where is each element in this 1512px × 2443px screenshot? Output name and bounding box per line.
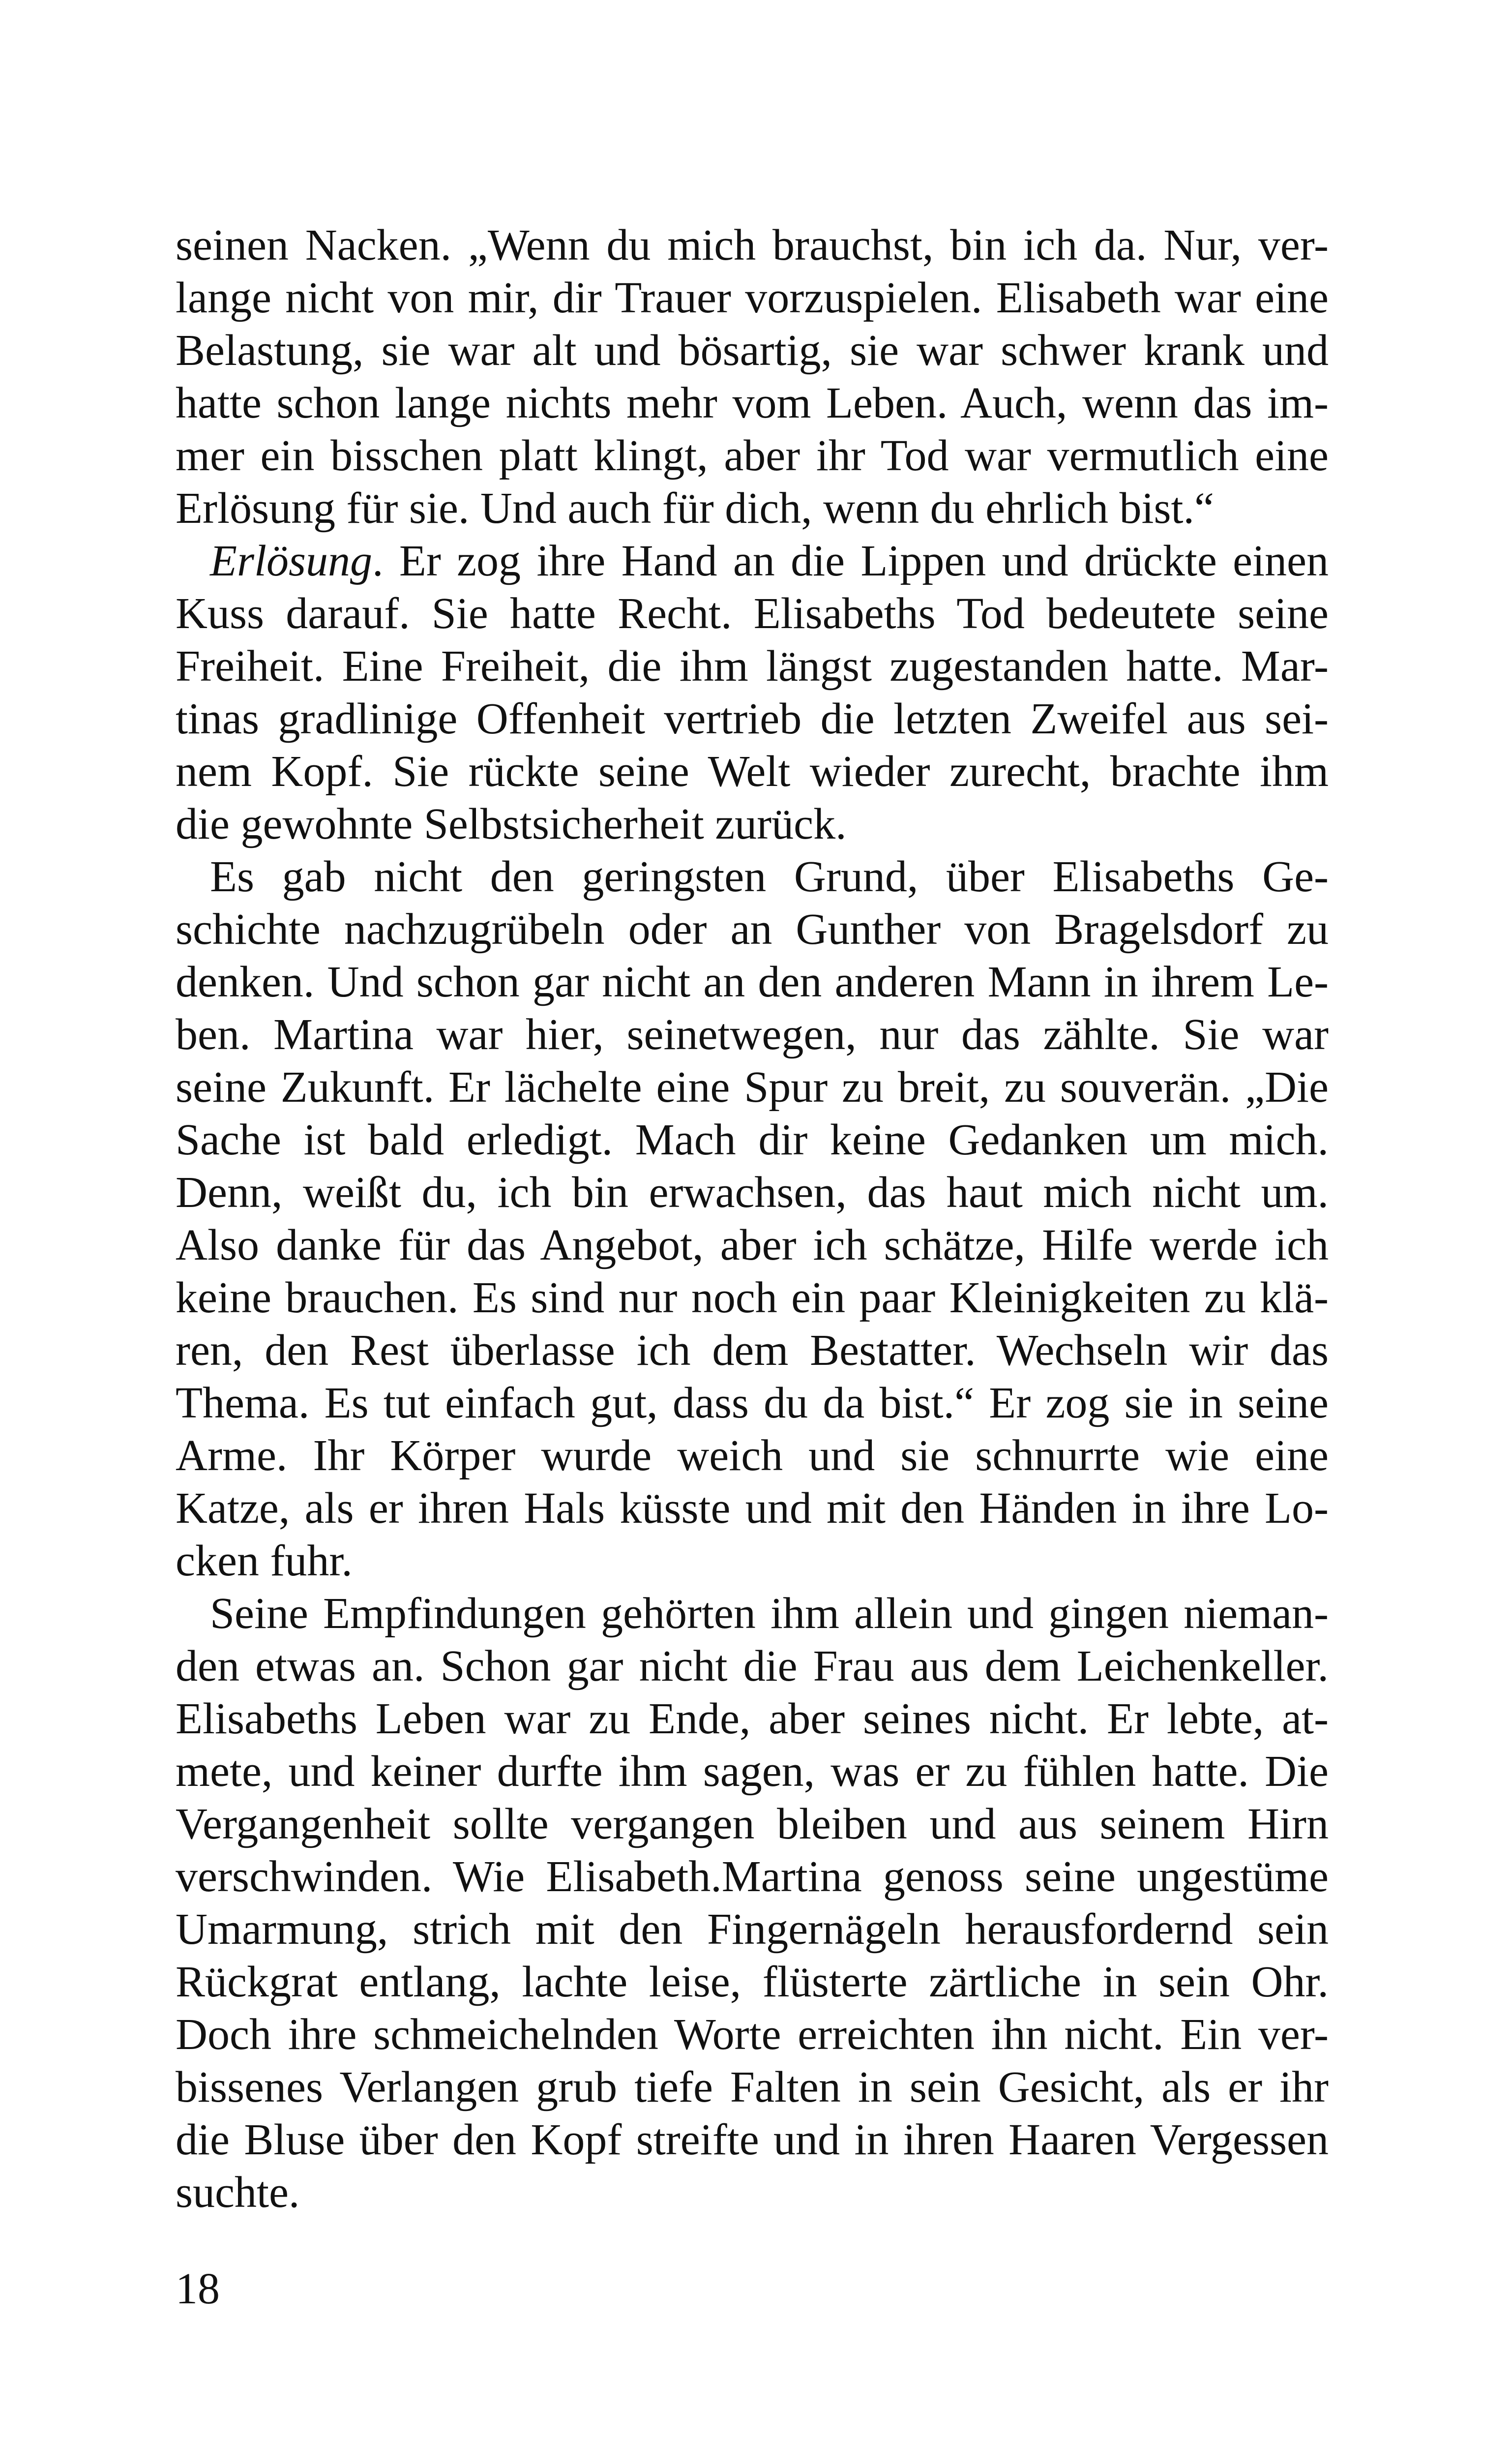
text-line (176, 1640, 1329, 1692)
line-text: mer ein bisschen platt klingt, aber ihr Tod war vermutlich eine (176, 431, 1329, 480)
text-line (176, 1535, 1329, 1587)
text-line (176, 271, 1329, 324)
text-line (176, 2061, 1329, 2113)
text-line (176, 1745, 1329, 1798)
text-line (176, 535, 1329, 587)
text-line (176, 1850, 1329, 1903)
text-line (176, 1482, 1329, 1535)
text-line (176, 1166, 1329, 1219)
line-text: keine brauchen. Es sind nur noch ein paar Kleinigkeiten zu klä- (176, 1273, 1329, 1322)
line-text: Katze, als er ihren Hals küsste und mit den Händen in ihre Lo- (176, 1484, 1329, 1533)
text-line (176, 1956, 1329, 2008)
line-text: Es gab nicht den geringsten Grund, über Elisabeths Ge- (210, 852, 1329, 901)
text-line (176, 482, 1329, 535)
text-line (176, 1219, 1329, 1271)
line-text: Rückgrat entlang, lachte leise, flüsterte zärtliche in sein Ohr. (176, 1958, 1329, 2006)
line-text: Doch ihre schmeichelnden Worte erreichten ihn nicht. Ein ver- (176, 2010, 1329, 2059)
line-text: den etwas an. Schon gar nicht die Frau aus dem Leichenkeller. (176, 1642, 1329, 1690)
line-text: Umarmung, strich mit den Fingernägeln herausfordernd sein (176, 1905, 1329, 1954)
text-line (176, 1429, 1329, 1482)
line-text: Arme. Ihr Körper wurde weich und sie schnurrte wie eine (176, 1431, 1329, 1480)
text-line (176, 587, 1329, 640)
line-text: Seine Empfindungen gehörten ihm allein und gingen nieman- (210, 1589, 1329, 1638)
body-text (176, 219, 1329, 2219)
text-line (176, 745, 1329, 798)
line-text: Erlösung für sie. Und auch für dich, wenn du ehrlich bist.“ (176, 484, 1214, 533)
text-line (176, 1008, 1329, 1061)
text-line (176, 219, 1329, 271)
line-text: Elisabeths Leben war zu Ende, aber seines nicht. Er lebte, at- (176, 1694, 1329, 1743)
emphasized-word: Erlösung (210, 537, 373, 585)
text-line (176, 903, 1329, 956)
text-line (176, 377, 1329, 429)
text-line (176, 1692, 1329, 1745)
text-line (176, 2113, 1329, 2166)
line-text: schichte nachzugrübeln oder an Gunther von Bragelsdorf zu (176, 905, 1329, 954)
text-line (176, 429, 1329, 482)
line-text: Freiheit. Eine Freiheit, die ihm längst zugestanden hatte. Mar- (176, 642, 1329, 691)
line-text: Also danke für das Angebot, aber ich schätze, Hilfe werde ich (176, 1221, 1329, 1269)
line-text: die Bluse über den Kopf streifte und in ihren Haaren Vergessen (176, 2115, 1329, 2164)
line-text: ben. Martina war hier, seinetwegen, nur das zählte. Sie war (176, 1010, 1329, 1059)
line-text: Denn, weißt du, ich bin erwachsen, das haut mich nicht um. (176, 1168, 1329, 1217)
text-line (176, 2008, 1329, 2061)
line-text: die gewohnte Selbstsicherheit zurück. (176, 800, 847, 848)
line-text: mete, und keiner durfte ihm sagen, was er zu fühlen hatte. Die (176, 1747, 1329, 1796)
text-line (176, 640, 1329, 693)
text-line (176, 1114, 1329, 1166)
text-line (176, 956, 1329, 1008)
text-line (176, 1903, 1329, 1956)
line-text: seine Zukunft. Er lächelte eine Spur zu breit, zu souverän. „Die (176, 1063, 1329, 1112)
line-text: nem Kopf. Sie rückte seine Welt wieder zurecht, brachte ihm (176, 747, 1329, 796)
line-text: Vergangenheit sollte vergangen bleiben und aus seinem Hirn (176, 1800, 1329, 1848)
text-line (176, 1271, 1329, 1324)
line-text: tinas gradlinige Offenheit vertrieb die letzten Zweifel aus sei- (176, 694, 1329, 743)
text-line (176, 1377, 1329, 1429)
text-line (176, 324, 1329, 377)
line-text: bissenes Verlangen grub tiefe Falten in sein Gesicht, als er ihr (176, 2063, 1329, 2111)
text-line (176, 1324, 1329, 1377)
page-number: 18 (176, 2264, 220, 2313)
line-text: hatte schon lange nichts mehr vom Leben. Auch, wenn das im- (176, 379, 1329, 427)
line-text: Belastung, sie war alt und bösartig, sie war schwer krank und (176, 326, 1329, 375)
line-text: . Er zog ihre Hand an die Lippen und drückte einen (372, 537, 1329, 585)
text-line (176, 2166, 1329, 2219)
line-text: Thema. Es tut einfach gut, dass du da bist.“ Er zog sie in seine (176, 1379, 1329, 1427)
line-text: verschwinden. Wie Elisabeth.Martina genoss seine ungestüme (176, 1852, 1329, 1901)
line-text: suchte. (176, 2168, 300, 2217)
line-text: lange nicht von mir, dir Trauer vorzuspielen. Elisabeth war eine (176, 273, 1329, 322)
text-line (176, 850, 1329, 903)
text-line (176, 693, 1329, 745)
text-line (176, 1587, 1329, 1640)
text-line (176, 1061, 1329, 1114)
line-text: denken. Und schon gar nicht an den anderen Mann in ihrem Le- (176, 958, 1329, 1006)
line-text: seinen Nacken. „Wenn du mich brauchst, bin ich da. Nur, ver- (176, 221, 1329, 270)
line-text: cken fuhr. (176, 1537, 353, 1585)
text-line (176, 798, 1329, 850)
line-text: Kuss darauf. Sie hatte Recht. Elisabeths Tod bedeutete seine (176, 589, 1329, 638)
text-line (176, 1798, 1329, 1850)
line-text: ren, den Rest überlasse ich dem Bestatter. Wechseln wir das (176, 1326, 1329, 1375)
line-text: Sache ist bald erledigt. Mach dir keine Gedanken um mich. (176, 1116, 1329, 1164)
